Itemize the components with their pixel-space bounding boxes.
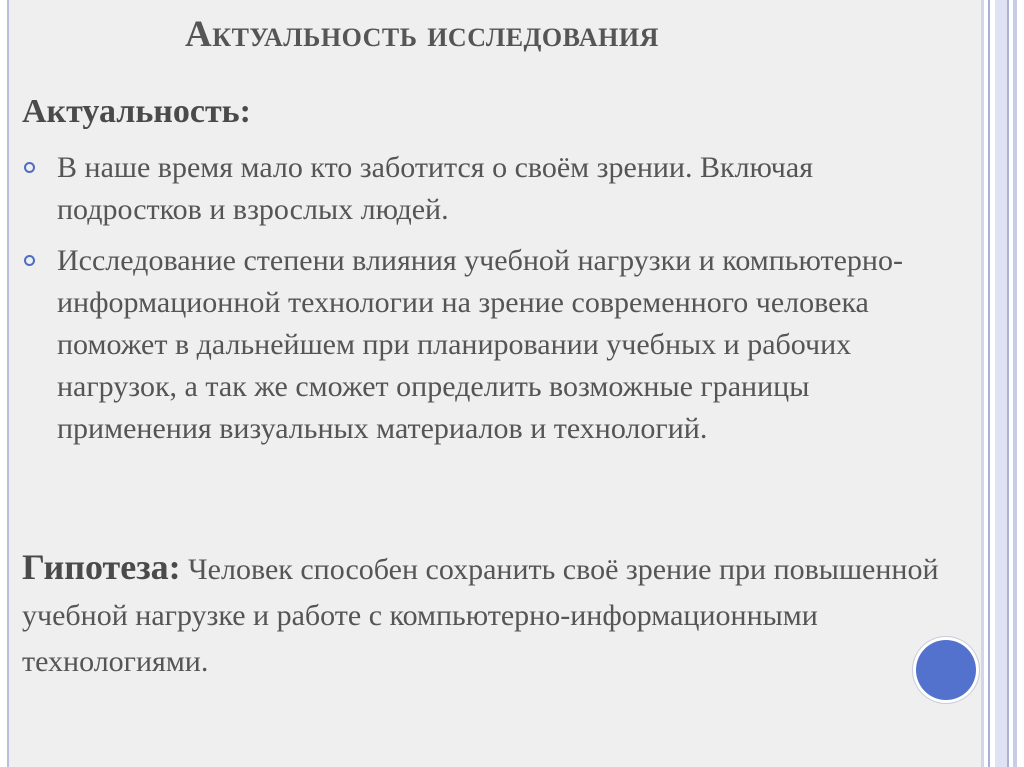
hypothesis-text: Человек способен сохранить своё зрение при повышенной учебной нагрузке и работе с компьютерно-информационными технологиями. <box>22 553 939 678</box>
right-stripe <box>1017 0 1024 767</box>
bullet-text: Исследование степени влияния учебной нагрузки и компьютерно-информационной технологии на зрение современного человека поможет в дальнейшем при планировании учебных и рабочих нагрузок, а так же сможет определить возможные границы применения визуальных материалов и технологий. <box>57 244 903 445</box>
right-stripe <box>995 0 1007 767</box>
bullet-item <box>22 147 942 231</box>
bullet-text: В наше время мало кто заботится о своём зрении. Включая подростков и взрослых людей. <box>57 151 814 226</box>
section-heading: Актуальность: <box>22 93 251 130</box>
blue-circle-icon <box>916 640 976 700</box>
bullet-circle-icon <box>24 255 35 266</box>
hypothesis <box>22 544 962 685</box>
hypothesis-label: Гипотеза: <box>22 547 181 587</box>
slide-title: Актуальность исследования <box>185 14 659 55</box>
bullet-circle-icon <box>24 162 35 173</box>
bullet-item <box>22 240 942 450</box>
